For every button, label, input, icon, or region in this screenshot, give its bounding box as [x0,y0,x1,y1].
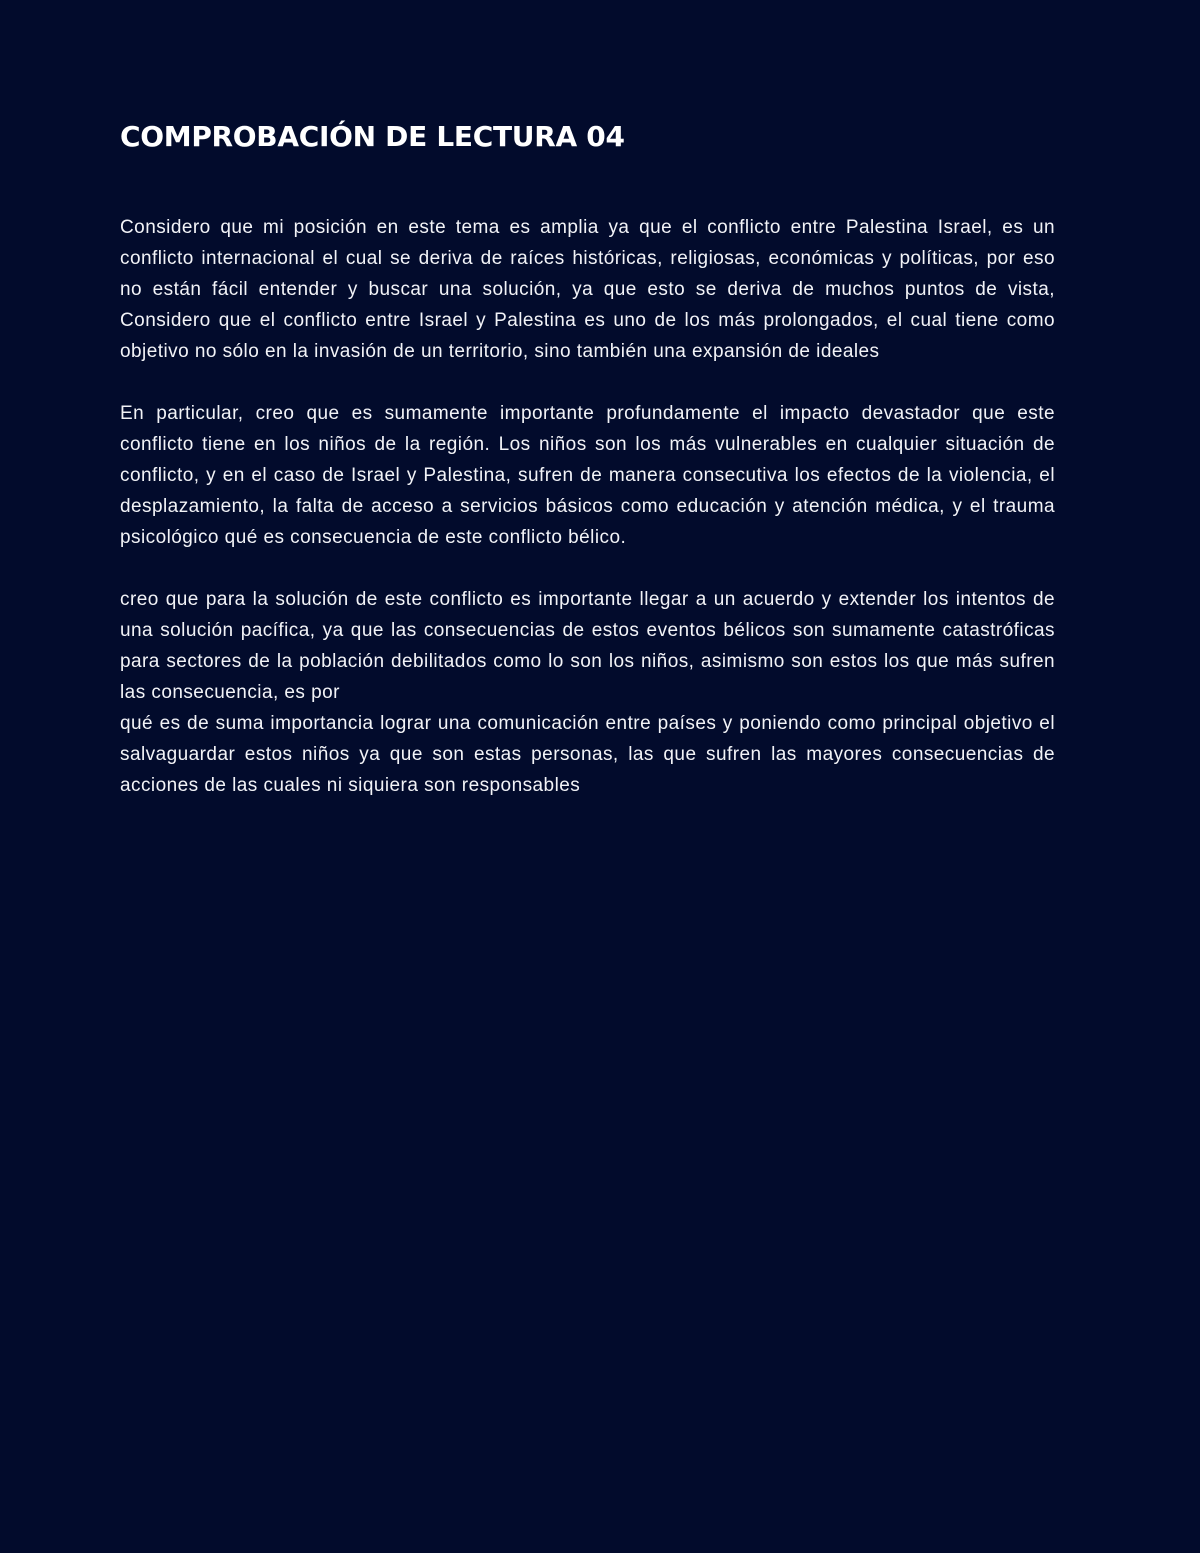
document-content [120,112,1055,801]
paragraph-spacer [120,367,1055,398]
paragraph-communication: qué es de suma importancia lograr una comunicación entre países y poniendo como principal objetivo el salvaguardar estos niños ya que son estas personas, las que sufren las mayores consecuencias de acciones de las cuales ni siquiera son responsables [120,713,1055,796]
paragraph-solution: creo que para la solución de este conflicto es importante llegar a un acuerdo y extender los intentos de una solución pacífica, ya que las consecuencias de estos eventos bélicos son sumamente catastróficas para sectores de la población debilitados como lo son los niños, asimismo son estos los que más sufren las consecuencia, es por [120,589,1055,703]
paragraph-position: Considero que mi posición en este tema es amplia ya que el conflicto entre Palestina Israel, es un conflicto internacional el cual se deriva de raíces históricas, religiosas, económicas y políticas, por eso no están fácil entender y buscar una solución, ya que esto se deriva de muchos puntos de vista, Considero que el conflicto entre Israel y Palestina es uno de los más prolongados, el cual tiene como objetivo no sólo en la invasión de un territorio, sino también una expansión de ideales [120,217,1055,362]
paragraph-children-impact: En particular, creo que es sumamente importante profundamente el impacto devastador que este conflicto tiene en los niños de la región. Los niños son los más vulnerables en cualquier situación de conflicto, y en el caso de Israel y Palestina, sufren de manera consecutiva los efectos de la violencia, el desplazamiento, la falta de acceso a servicios básicos como educación y atención médica, y el trauma psicológico qué es consecuencia de este conflicto bélico. [120,403,1055,548]
document-title: COMPROBACIÓN DE LECTURA 04 [120,120,625,153]
paragraph-spacer [120,553,1055,584]
